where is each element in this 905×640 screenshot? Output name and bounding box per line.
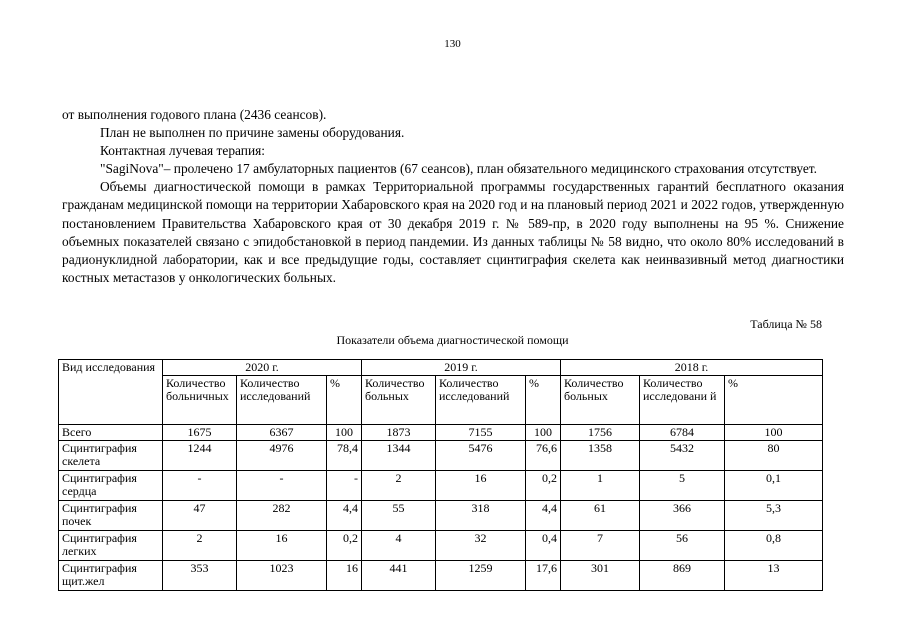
header-type-cell: Вид исследования (59, 360, 163, 425)
table-number: Таблица № 58 (750, 317, 822, 331)
header-studies: Количество исследований (237, 376, 327, 425)
cell-value: - (237, 471, 327, 501)
cell-value: 7 (561, 531, 640, 561)
table-subheader-row (59, 376, 823, 425)
cell-value: 1358 (561, 441, 640, 471)
cell-value: 1244 (163, 441, 237, 471)
cell-value: 869 (640, 561, 725, 591)
cell-value: 4 (362, 531, 436, 561)
cell-value: 100 (725, 425, 823, 441)
paragraph: План не выполнен по причине замены оборудования. (100, 125, 405, 141)
cell-value: 61 (561, 501, 640, 531)
header-year-2019: 2019 г. (362, 360, 561, 376)
cell-value: 6784 (640, 425, 725, 441)
cell-value: 4,4 (526, 501, 561, 531)
cell-value: 353 (163, 561, 237, 591)
cell-value: 4,4 (327, 501, 362, 531)
cell-value: 301 (561, 561, 640, 591)
cell-value: 56 (640, 531, 725, 561)
row-label: Сцинтиграфия скелета (59, 441, 163, 471)
table-header-row (59, 360, 823, 376)
cell-value: 100 (526, 425, 561, 441)
cell-value: 16 (237, 531, 327, 561)
cell-value: 5432 (640, 441, 725, 471)
cell-value: 441 (362, 561, 436, 591)
cell-value: 7155 (436, 425, 526, 441)
cell-value: 47 (163, 501, 237, 531)
cell-value: - (327, 471, 362, 501)
body-text (62, 106, 844, 287)
table-row (59, 441, 823, 471)
cell-value: 78,4 (327, 441, 362, 471)
header-patients: Количество больничных (163, 376, 237, 425)
cell-value: 6367 (237, 425, 327, 441)
cell-value: 282 (237, 501, 327, 531)
table-row (59, 471, 823, 501)
cell-value: 2 (362, 471, 436, 501)
table-row (59, 425, 823, 441)
header-patients: Количество больных (362, 376, 436, 425)
cell-value: 1023 (237, 561, 327, 591)
cell-value: 0,2 (526, 471, 561, 501)
cell-value: 1344 (362, 441, 436, 471)
header-percent: % (526, 376, 561, 425)
cell-value: 16 (327, 561, 362, 591)
cell-value: 13 (725, 561, 823, 591)
cell-value: 1259 (436, 561, 526, 591)
cell-value: 100 (327, 425, 362, 441)
cell-value: 0,1 (725, 471, 823, 501)
cell-value: 1873 (362, 425, 436, 441)
header-percent: % (327, 376, 362, 425)
cell-value: 17,6 (526, 561, 561, 591)
cell-value: 1 (561, 471, 640, 501)
table-row (59, 531, 823, 561)
cell-value: 55 (362, 501, 436, 531)
header-patients: Количество больных (561, 376, 640, 425)
cell-value: 16 (436, 471, 526, 501)
diagnostic-volume-table (58, 359, 823, 591)
paragraph: "SagiNova"– пролечено 17 амбулаторных пациентов (67 сеансов), план обязательного медицинского страхования отсутствует. (100, 161, 817, 177)
paragraph: Объемы диагностической помощи в рамках Территориальной программы государственных гарантий бесплатного оказания гражданам медицинской помощи на территории Хабаровского края на 2020 год и на плановый период 2021 и 2022 годов, утвержденную постановлением Правительства Хабаровского края от 30 декабря 2019 г. № 589-пр, в 2020 году выполнены на 95 %. Снижение объемных показателей связано с эпидобстановкой в период пандемии. Из данных таблицы № 58 видно, что около 80% исследований в радионуклидной лаборатории, как и все предыдущие годы, составляет сцинтиграфия скелета как неинвазивный метод диагностики костных метастазов у онкологических больных. (62, 179, 844, 285)
header-studies: Количество исследований (436, 376, 526, 425)
cell-value: 366 (640, 501, 725, 531)
row-label: Сцинтиграфия щит.жел (59, 561, 163, 591)
header-studies: Количество исследовани й (640, 376, 725, 425)
cell-value: 318 (436, 501, 526, 531)
cell-value: 1675 (163, 425, 237, 441)
cell-value: 5476 (436, 441, 526, 471)
header-year-2018: 2018 г. (561, 360, 823, 376)
table-row (59, 501, 823, 531)
table-title: Показатели объема диагностической помощи (336, 333, 569, 347)
row-label: Всего (59, 425, 163, 441)
paragraph: от выполнения годового плана (2436 сеансов). (62, 107, 327, 122)
cell-value: 0,8 (725, 531, 823, 561)
cell-value: - (163, 471, 237, 501)
paragraph: Контактная лучевая терапия: (100, 143, 266, 159)
cell-value: 2 (163, 531, 237, 561)
row-label: Сцинтиграфия почек (59, 501, 163, 531)
header-year-2020: 2020 г. (163, 360, 362, 376)
cell-value: 0,4 (526, 531, 561, 561)
cell-value: 5 (640, 471, 725, 501)
cell-value: 4976 (237, 441, 327, 471)
cell-value: 80 (725, 441, 823, 471)
row-label: Сцинтиграфия легких (59, 531, 163, 561)
row-label: Сцинтиграфия сердца (59, 471, 163, 501)
header-percent: % (725, 376, 823, 425)
cell-value: 0,2 (327, 531, 362, 561)
table-row (59, 561, 823, 591)
cell-value: 5,3 (725, 501, 823, 531)
cell-value: 32 (436, 531, 526, 561)
cell-value: 76,6 (526, 441, 561, 471)
page-number: 130 (444, 38, 461, 50)
cell-value: 1756 (561, 425, 640, 441)
